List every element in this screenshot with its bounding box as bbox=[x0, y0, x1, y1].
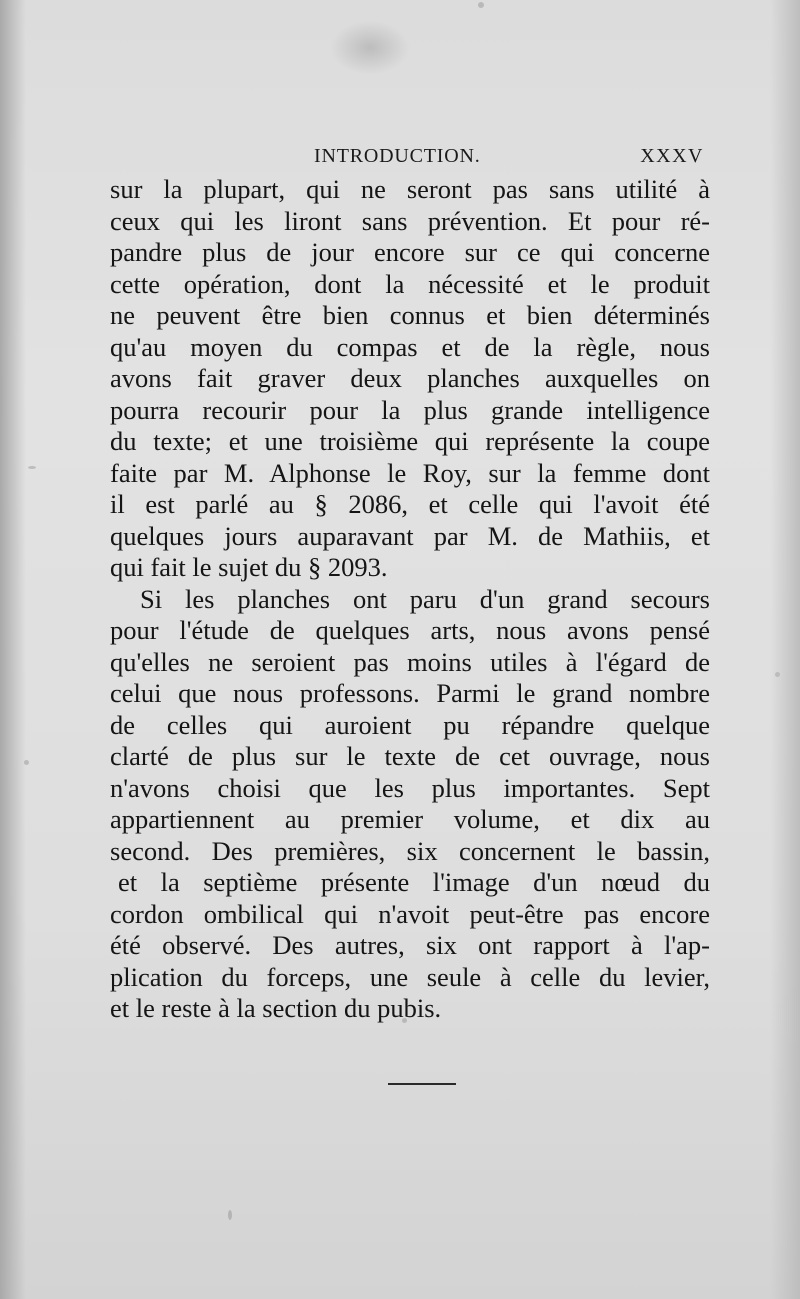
text-line: et le reste à la section du pubis. bbox=[110, 993, 442, 1023]
text-line: et la septième présente l'image d'un nœud du bbox=[118, 867, 710, 897]
paragraph-2 bbox=[110, 584, 710, 1025]
text-line: qui fait le sujet du § 2093. bbox=[110, 552, 388, 582]
paragraph-1 bbox=[110, 174, 710, 584]
ink-speck bbox=[775, 672, 780, 677]
section-rule bbox=[388, 1083, 456, 1085]
running-title: INTRODUCTION. bbox=[314, 145, 481, 167]
ink-speck bbox=[402, 1018, 407, 1023]
page-number: XXXV bbox=[640, 145, 704, 167]
text-line: appartiennent au premier volume, et dix au bbox=[110, 804, 710, 834]
text-line: plication du forceps, une seule à celle du levier, bbox=[110, 961, 710, 992]
text-line: de celles qui auroient pu répandre quelque bbox=[110, 709, 710, 740]
text-line: celui que nous professons. Parmi le grand nombre bbox=[110, 678, 710, 708]
text-line: cordon ombilical qui n'avoit peut-être pas encore bbox=[110, 898, 710, 929]
text-line: été observé. Des autres, six ont rapport à l'ap- bbox=[110, 930, 710, 960]
ink-speck bbox=[228, 1210, 232, 1220]
text-line: Si les planches ont paru d'un grand secours bbox=[140, 583, 710, 614]
ink-speck bbox=[478, 2, 484, 8]
text-line: cette opération, dont la nécessité et le produit bbox=[110, 268, 710, 299]
text-line: il est parlé au § 2086, et celle qui l'avoit été bbox=[110, 489, 710, 519]
text-line: second. Des premières, six concernent le bassin, bbox=[110, 835, 710, 866]
text-line: pourra recourir pour la plus grande intelligence bbox=[110, 394, 710, 425]
text-line: quelques jours auparavant par M. de Mathiis, et bbox=[110, 520, 710, 551]
ink-speck bbox=[24, 760, 29, 765]
text-line: ne peuvent être bien connus et bien déterminés bbox=[110, 300, 710, 330]
text-line: avons fait graver deux planches auxquelles on bbox=[110, 363, 710, 393]
text-line: ceux qui les liront sans prévention. Et pour ré- bbox=[110, 205, 710, 236]
paper-stain bbox=[330, 20, 410, 75]
text-line: sur la plupart, qui ne seront pas sans utilité à bbox=[110, 174, 710, 204]
text-line: n'avons choisi que les plus importantes. Sept bbox=[110, 772, 710, 803]
text-line: pour l'étude de quelques arts, nous avons pensé bbox=[110, 615, 710, 645]
text-line: faite par M. Alphonse le Roy, sur la femme dont bbox=[110, 457, 710, 488]
text-line: clarté de plus sur le texte de cet ouvrage, nous bbox=[110, 741, 710, 771]
text-line: du texte; et une troisième qui représente la coupe bbox=[110, 426, 710, 456]
page-header bbox=[110, 145, 704, 171]
text-line: qu'elles ne seroient pas moins utiles à l'égard de bbox=[110, 646, 710, 677]
body-text bbox=[110, 174, 710, 1025]
ink-speck bbox=[28, 466, 36, 469]
text-line: qu'au moyen du compas et de la règle, nous bbox=[110, 331, 710, 362]
text-line: pandre plus de jour encore sur ce qui concerne bbox=[110, 237, 710, 267]
